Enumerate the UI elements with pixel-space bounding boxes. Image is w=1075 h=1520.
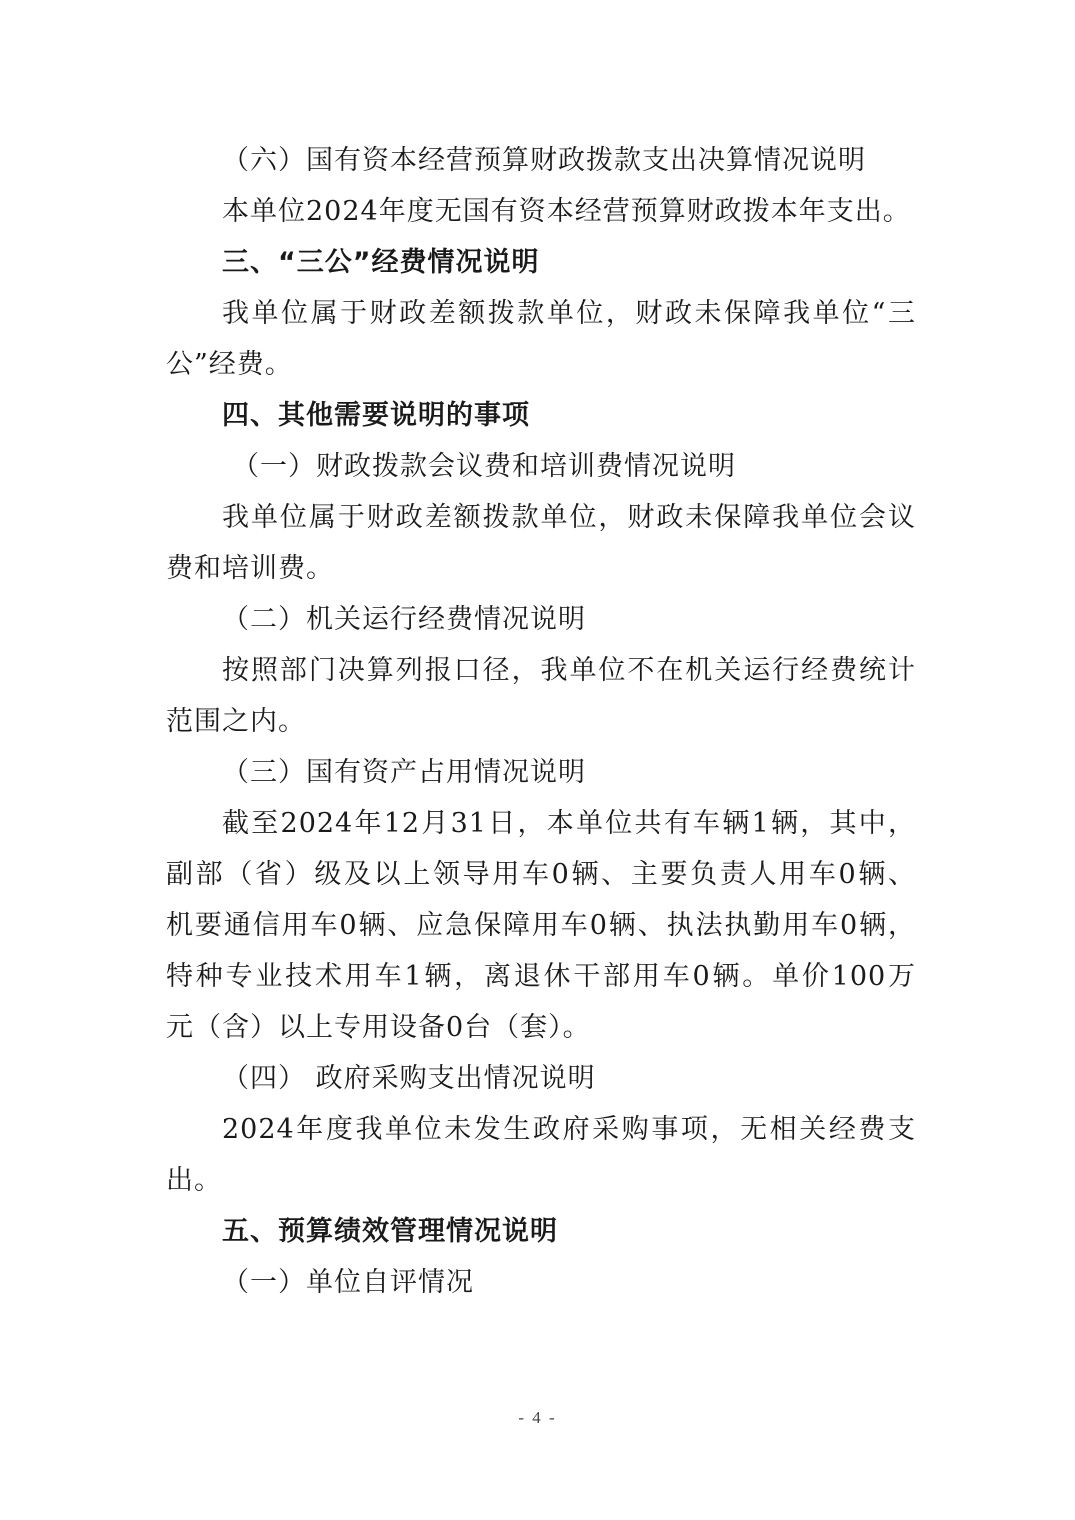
paragraph-line: 本单位2024年度无国有资本经营预算财政拨本年支出。	[222, 196, 911, 227]
subsection-heading: （四） 政府采购支出情况说明	[222, 1063, 596, 1094]
section-heading: 三、“三公”经费情况说明	[222, 247, 540, 278]
paragraph-line: 我单位属于财政差额拨款单位，财政未保障我单位会议	[222, 502, 916, 533]
paragraph-line: 截至2024年12月31日，本单位共有车辆1辆，其中，	[222, 808, 916, 839]
paragraph-line: 特种专业技术用车1辆，离退休干部用车0辆。单价100万	[166, 961, 916, 992]
paragraph-line: 2024年度我单位未发生政府采购事项，无相关经费支	[222, 1114, 916, 1145]
paragraph-line: 公”经费。	[166, 349, 293, 380]
paragraph-line: 费和培训费。	[166, 553, 334, 584]
paragraph-line: 我单位属于财政差额拨款单位，财政未保障我单位“三	[222, 298, 916, 329]
paragraph-line: 机要通信用车0辆、应急保障用车0辆、执法执勤用车0辆，	[166, 910, 916, 941]
paragraph-line: 元（含）以上专用设备0台（套）。	[166, 1012, 591, 1043]
section-heading: 四、其他需要说明的事项	[222, 400, 530, 431]
subsection-heading: （一）财政拨款会议费和培训费情况说明	[232, 451, 736, 482]
document-page	[166, 135, 916, 1308]
paragraph-line: 按照部门决算列报口径，我单位不在机关运行经费统计	[222, 655, 916, 686]
subsection-heading: （二）机关运行经费情况说明	[222, 604, 586, 635]
paragraph-line: 出。	[166, 1165, 222, 1196]
subsection-heading: （六）国有资本经营预算财政拨款支出决算情况说明	[222, 145, 866, 176]
section-heading: 五、预算绩效管理情况说明	[222, 1216, 558, 1247]
paragraph-line: 范围之内。	[166, 706, 306, 737]
paragraph-line: 副部（省）级及以上领导用车0辆、主要负责人用车0辆、	[166, 859, 916, 890]
subsection-heading: （一）单位自评情况	[222, 1267, 474, 1298]
subsection-heading: （三）国有资产占用情况说明	[222, 757, 586, 788]
page-number: - 4 -	[518, 1408, 557, 1427]
